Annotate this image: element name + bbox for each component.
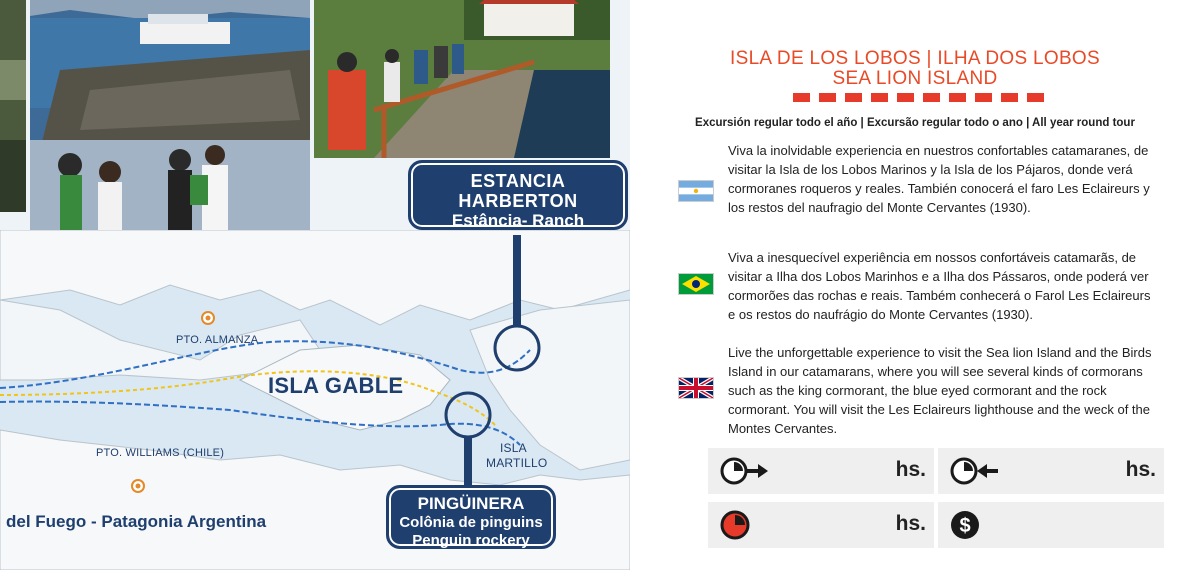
walkway-photo (314, 0, 610, 158)
estancia-line2: HARBERTON (458, 191, 578, 211)
estancia-line3: Estância- Ranch (451, 211, 585, 230)
pinguinera-line3: Penguin rockery (412, 532, 530, 549)
pinguinera-line1: PINGÜINERA (417, 494, 525, 513)
pto-williams-label: PTO. WILLIAMS (CHILE) (96, 447, 225, 459)
isla-gable-label: ISLA GABLE (268, 373, 404, 398)
departure-clock-icon (720, 456, 770, 491)
return-time-box (938, 448, 1164, 494)
title-line2: SEA LION ISLAND (832, 68, 998, 89)
title-line1: ISLA DE LOS LOBOS | ILHA DOS LOBOS (730, 48, 1100, 69)
price-box (938, 502, 1164, 548)
return-hs-label: hs. (1125, 458, 1156, 481)
description-es: Viva la inolvidable experiencia en nuestros confortables catamaranes, de visitar la Isla de los Lobos Marinos y la Isla de los Pájaros, donde verá cormoranes roqueros y reales. También conocerá el faro Les Eclaireurs y los restos del naufragio del Monte Cervantes (1930). (728, 143, 1150, 215)
description-en: Live the unforgettable experience to visit the Sea lion Island and the Birds Island in our catamarans, where you will see several kinds of cormorans such as the king cormorant, the blue eyed cormorant and the rock cormorant. You will visit the Les Eclaireurs lighthouse and the weck of the Montes Cervantes. (728, 345, 1152, 436)
catamaran-photo (30, 0, 310, 230)
departure-hs-label: hs. (895, 458, 926, 481)
pinguinera-line2: Colônia de pinguins (399, 514, 543, 531)
description-pt: Viva a inesquecível experiência em nossos confortáveis catamarãs, de visitar a Ilha dos Lobos Marinhos e a Ilha dos Pássaros, onde poderá ver cormorões das rochas e reais. Também conhecerá o Farol Les Eclaireurs e os restos do naufrágio do Monte Cervantes (1930). (728, 250, 1151, 322)
right-panel (630, 0, 1200, 570)
duration-box (708, 502, 934, 548)
pto-almanza-label: PTO. ALMANZA (176, 334, 259, 346)
isla-martillo-label-line2: MARTILLO (486, 456, 548, 470)
estancia-line1: ESTANCIA (470, 171, 566, 191)
duration-hs-label: hs. (895, 512, 926, 535)
isla-martillo-label-line1: ISLA (500, 441, 527, 455)
estancia-harberton-callout (408, 160, 628, 230)
argentina-flag-icon (678, 180, 714, 202)
return-clock-icon (950, 456, 1000, 491)
title-dash-divider (793, 93, 1058, 102)
footer-region-text: del Fuego - Patagonia Argentina (6, 512, 267, 531)
uk-flag-icon (678, 377, 714, 399)
brazil-flag-icon (678, 273, 714, 295)
price-symbol: $ (959, 515, 971, 537)
duration-clock-icon (720, 510, 750, 545)
price-dollar-icon (950, 510, 980, 545)
edge-photo (0, 0, 26, 212)
pinguinera-callout (386, 485, 556, 549)
tour-frequency-subtitle: Excursión regular todo el año | Excursão regular todo o ano | All year round tour (695, 117, 1135, 129)
departure-time-box (708, 448, 934, 494)
